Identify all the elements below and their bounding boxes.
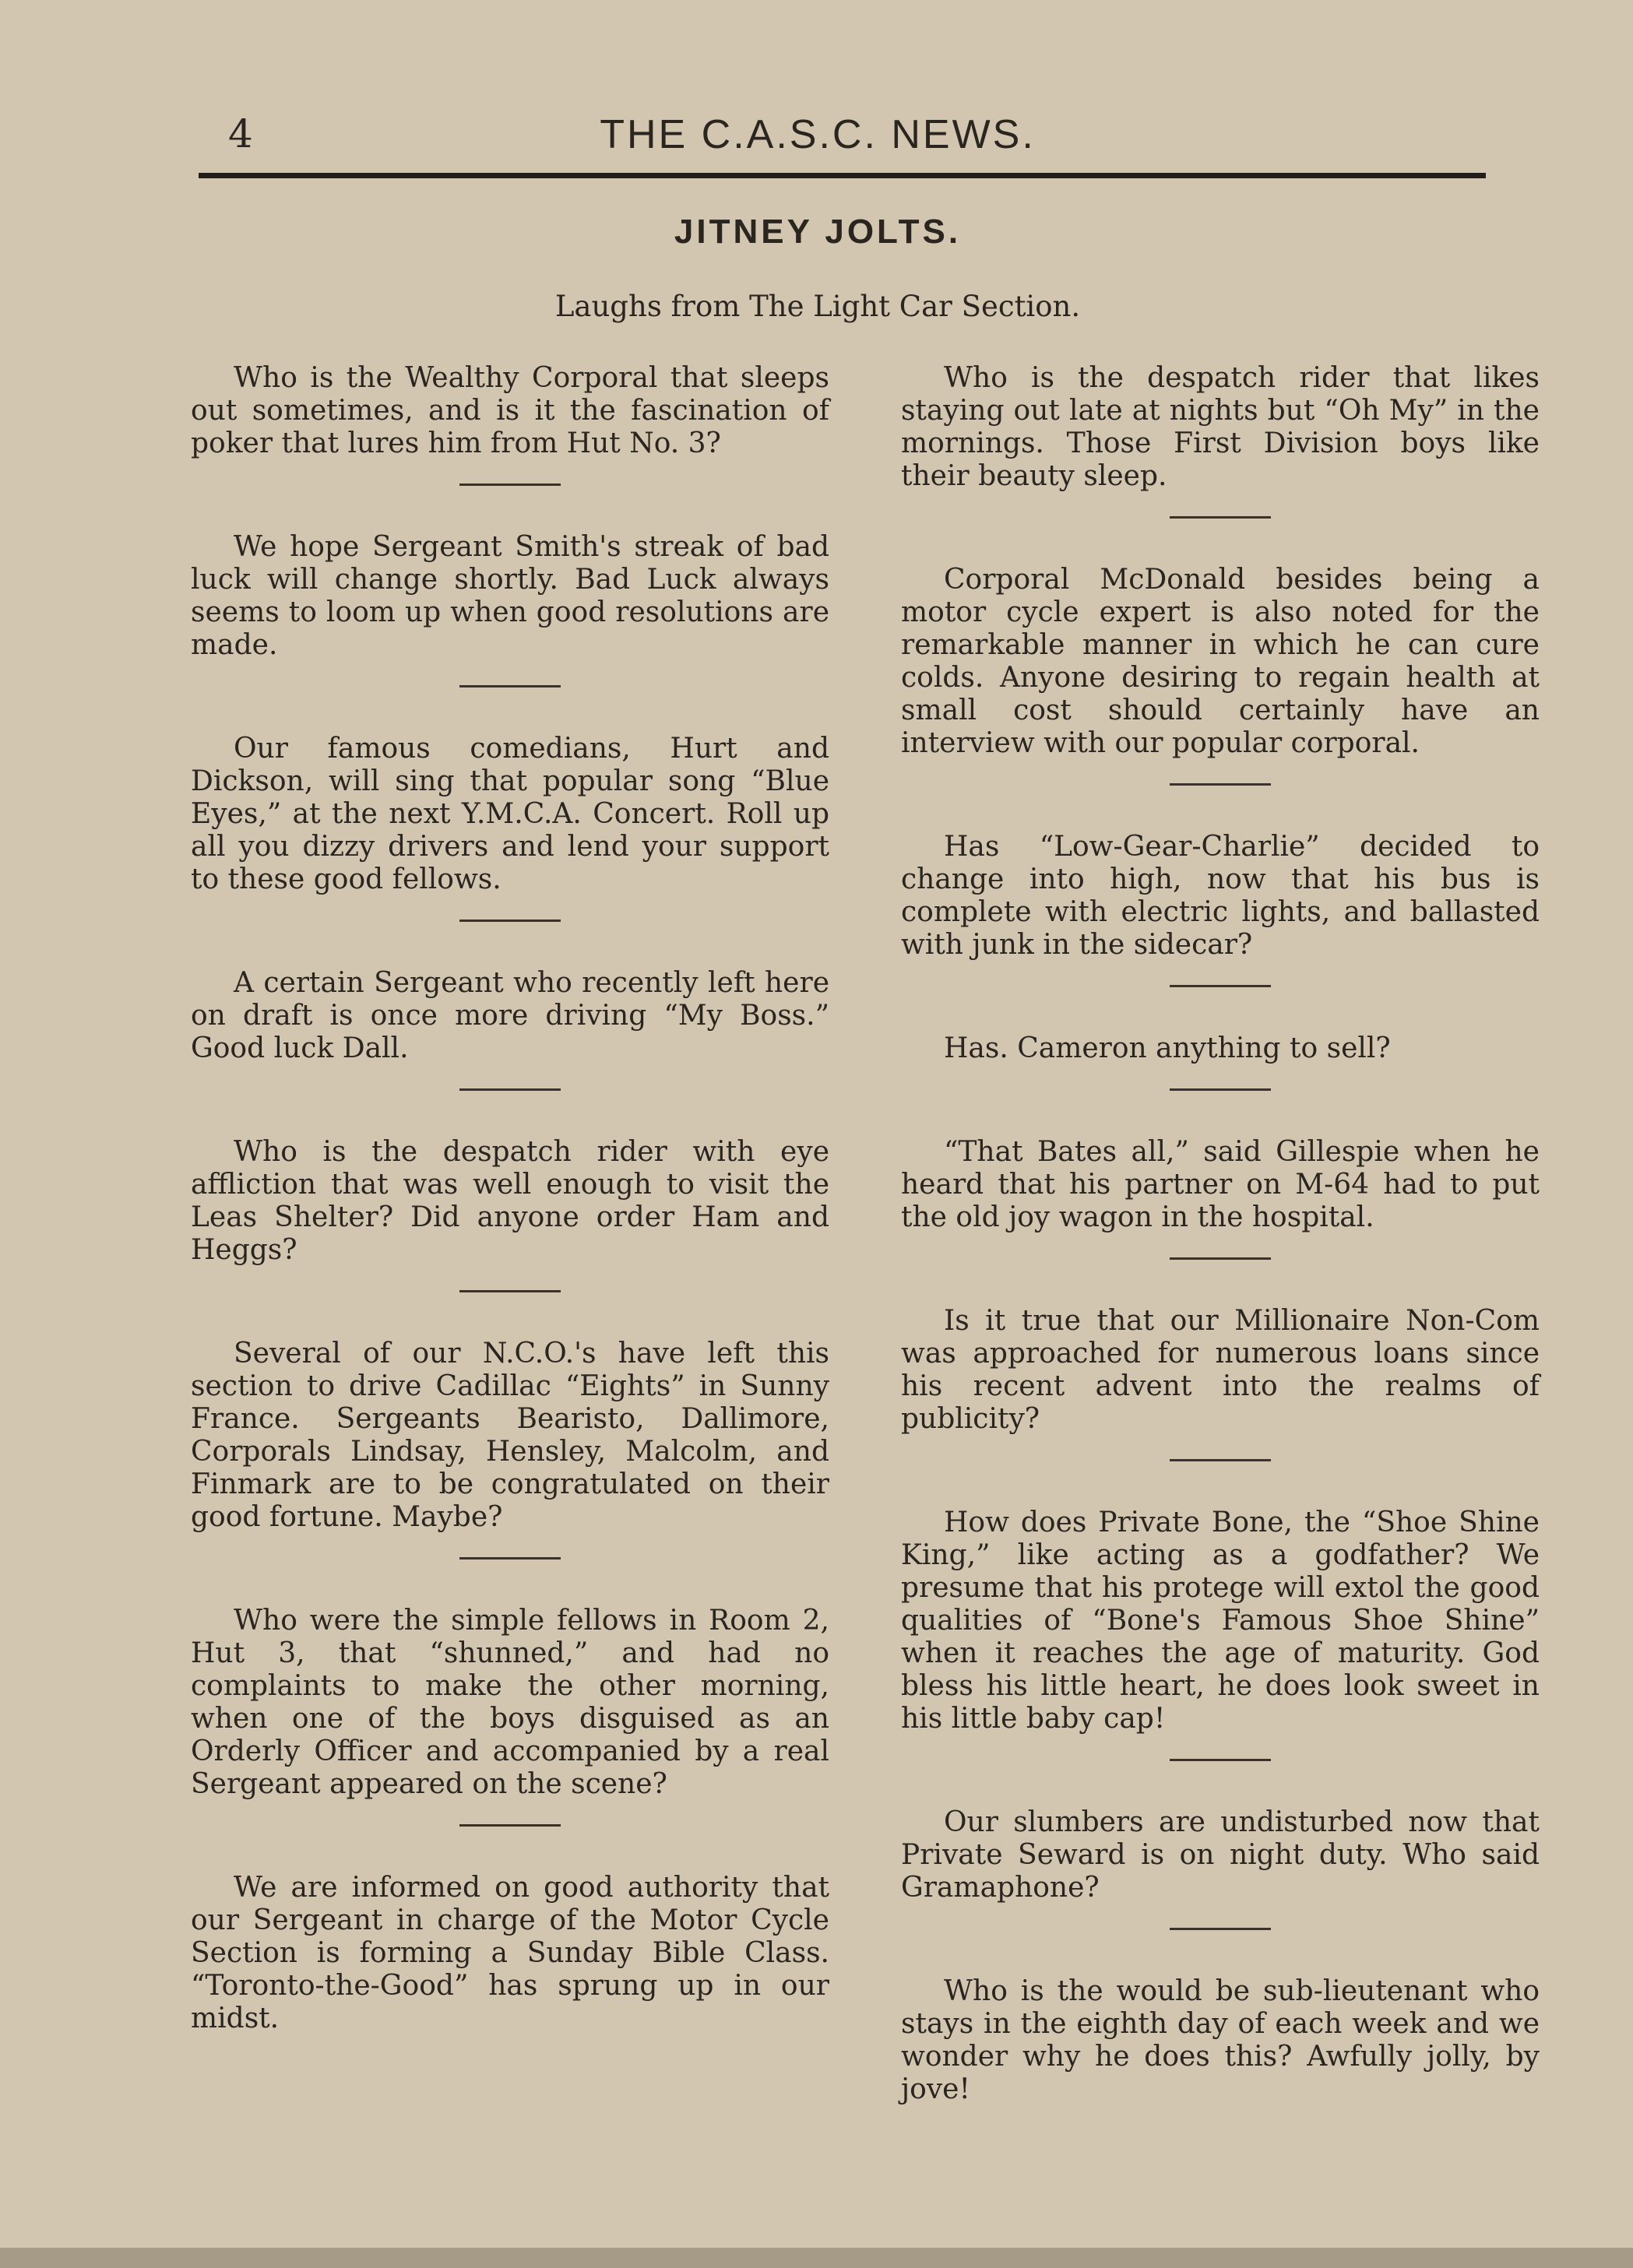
item-separator [1170, 1928, 1271, 1930]
news-item: Who were the simple fellows in Room 2, Hut 3, that “shunned,” and had no complaints to make the other morning, when one of the boys disguised as an Orderly Officer and accompanied by a real Sergeant appeared on the scene? [191, 1605, 829, 1800]
item-separator [459, 920, 561, 922]
article-title: JITNEY JOLTS. [674, 213, 962, 251]
masthead-title: THE C.A.S.C. NEWS. [600, 112, 1036, 157]
news-item: Who is the despatch rider that likes staying out late at nights but “Oh My” in the mornings. Those First Division boys like their beauty sleep. [901, 362, 1540, 492]
news-item: Who is the despatch rider with eye affliction that was well enough to visit the Leas Shelter? Did anyone order Ham and Heggs? [191, 1136, 829, 1266]
page-number: 4 [228, 111, 253, 156]
news-item: Our famous comedians, Hurt and Dickson, will sing that popular song “Blue Eyes,” at the next Y.M.C.A. Concert. Roll up all you dizzy drivers and lend your support to these good fellows. [191, 733, 829, 895]
header-rule [199, 173, 1486, 178]
item-separator [1170, 985, 1271, 987]
news-item: A certain Sergeant who recently left here on draft is once more driving “My Boss.” Good luck Dall. [191, 967, 829, 1064]
news-item: Is it true that our Millionaire Non-Com was approached for numerous loans since his recent advent into the realms of publicity? [901, 1305, 1540, 1435]
item-separator [459, 1824, 561, 1827]
item-separator [459, 1557, 561, 1559]
news-item: Who is the would be sub-lieutenant who stays in the eighth day of each week and we wonder why he does this? Awfully jolly, by jove! [901, 1975, 1540, 2105]
item-separator [1170, 1459, 1271, 1461]
article-subtitle: Laughs from The Light Car Section. [554, 290, 1081, 323]
news-item: Who is the Wealthy Corporal that sleeps out sometimes, and is it the fascination of poker that lures him from Hut No. 3? [191, 362, 829, 459]
item-separator [1170, 516, 1271, 519]
news-item: We hope Sergeant Smith's streak of bad luck will change shortly. Bad Luck always seems to loom up when good resolutions are made. [191, 531, 829, 661]
news-item: Several of our N.C.O.'s have left this section to drive Cadillac “Eights” in Sunny France. Sergeants Bearisto, Dallimore, Corporals Lindsay, Hensley, Malcolm, and Finmark are to be congratulated on their good fortune. Maybe? [191, 1338, 829, 1533]
news-item: How does Private Bone, the “Shoe Shine King,” like acting as a godfather? We presume that his protege will extol the good qualities of “Bone's Famous Shoe Shine” when it reaches the age of maturity. God bless his little heart, he does look sweet in his little baby cap! [901, 1507, 1540, 1735]
left-column [191, 362, 829, 2035]
news-item: Has. Cameron anything to sell? [944, 1032, 1391, 1064]
item-separator [459, 483, 561, 486]
item-separator [1170, 1088, 1271, 1091]
news-item: We are informed on good authority that our Sergeant in charge of the Motor Cycle Section is forming a Sunday Bible Class. “Toronto-the-Good” has sprung up in our midst. [191, 1872, 829, 2034]
item-separator [459, 1290, 561, 1292]
item-separator [1170, 783, 1271, 786]
item-separator [459, 685, 561, 687]
item-separator [1170, 1759, 1271, 1761]
news-item: “That Bates all,” said Gillespie when he heard that his partner on M-64 had to put the old joy wagon in the hospital. [901, 1136, 1540, 1233]
news-item: Corporal McDonald besides being a motor cycle expert is also noted for the remarkable manner in which he can cure colds. Anyone desiring to regain health at small cost should certainly have an interview with our popular corporal. [901, 564, 1540, 759]
news-item: Our slumbers are undisturbed now that Private Seward is on night duty. Who said Gramaphone? [901, 1806, 1540, 1904]
item-separator [1170, 1257, 1271, 1260]
news-item: Has “Low-Gear-Charlie” decided to change into high, now that his bus is complete with electric lights, and ballasted with junk in the sidecar? [901, 831, 1540, 961]
right-column [901, 362, 1540, 2106]
item-separator [459, 1088, 561, 1091]
